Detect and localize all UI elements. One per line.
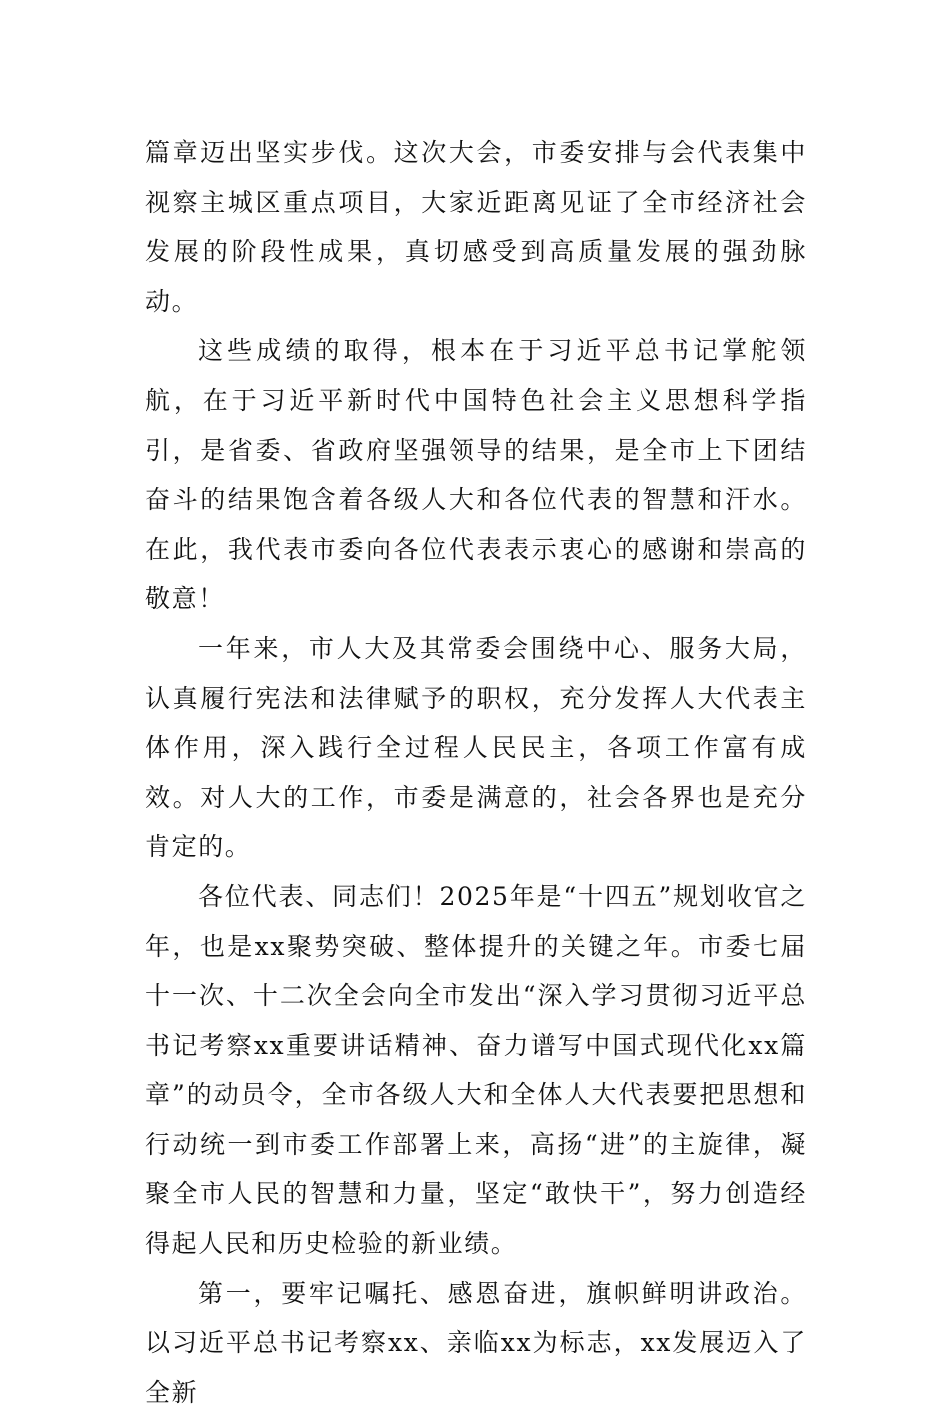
paragraph-5: 第一，要牢记嘱托、感恩奋进，旗帜鲜明讲政治。以习近平总书记考察xx、亲临xx为标志，xx发展迈入了全新 xyxy=(145,1278,807,1407)
paragraph-4: 各位代表、同志们！2025年是“十四五”规划收官之年，也是xx聚势突破、整体提升的关键之年。市委七届十一次、十二次全会向全市发出“深入学习贯彻习近平总书记考察xx重要讲话精神、奋力谱写中国式现代化xx篇章”的动员令，全市各级人大和全体人大代表要把思想和行动统一到市委工作部署上来，高扬“进”的主旋律，凝聚全市人民的智慧和力量，坚定“敢快干”，努力创造经得起人民和历史检验的新业绩。 xyxy=(145,881,807,1259)
paragraph-3: 一年来，市人大及其常委会围绕中心、服务大局，认真履行宪法和法律赋予的职权，充分发挥人大代表主体作用，深入践行全过程人民民主，各项工作富有成效。对人大的工作，市委是满意的，社会各界也是充分肯定的。 xyxy=(145,633,807,862)
paragraph-2: 这些成绩的取得，根本在于习近平总书记掌舵领航，在于习近平新时代中国特色社会主义思想科学指引，是省委、省政府坚强领导的结果，是全市上下团结奋斗的结果饱含着各级人大和各位代表的智慧和汗水。在此，我代表市委向各位代表表示衷心的感谢和崇高的敬意！ xyxy=(145,336,807,614)
document-body xyxy=(145,128,807,1417)
paragraph-1: 篇章迈出坚实步伐。这次大会，市委安排与会代表集中视察主城区重点项目，大家近距离见证了全市经济社会发展的阶段性成果，真切感受到高质量发展的强劲脉动。 xyxy=(145,138,807,316)
